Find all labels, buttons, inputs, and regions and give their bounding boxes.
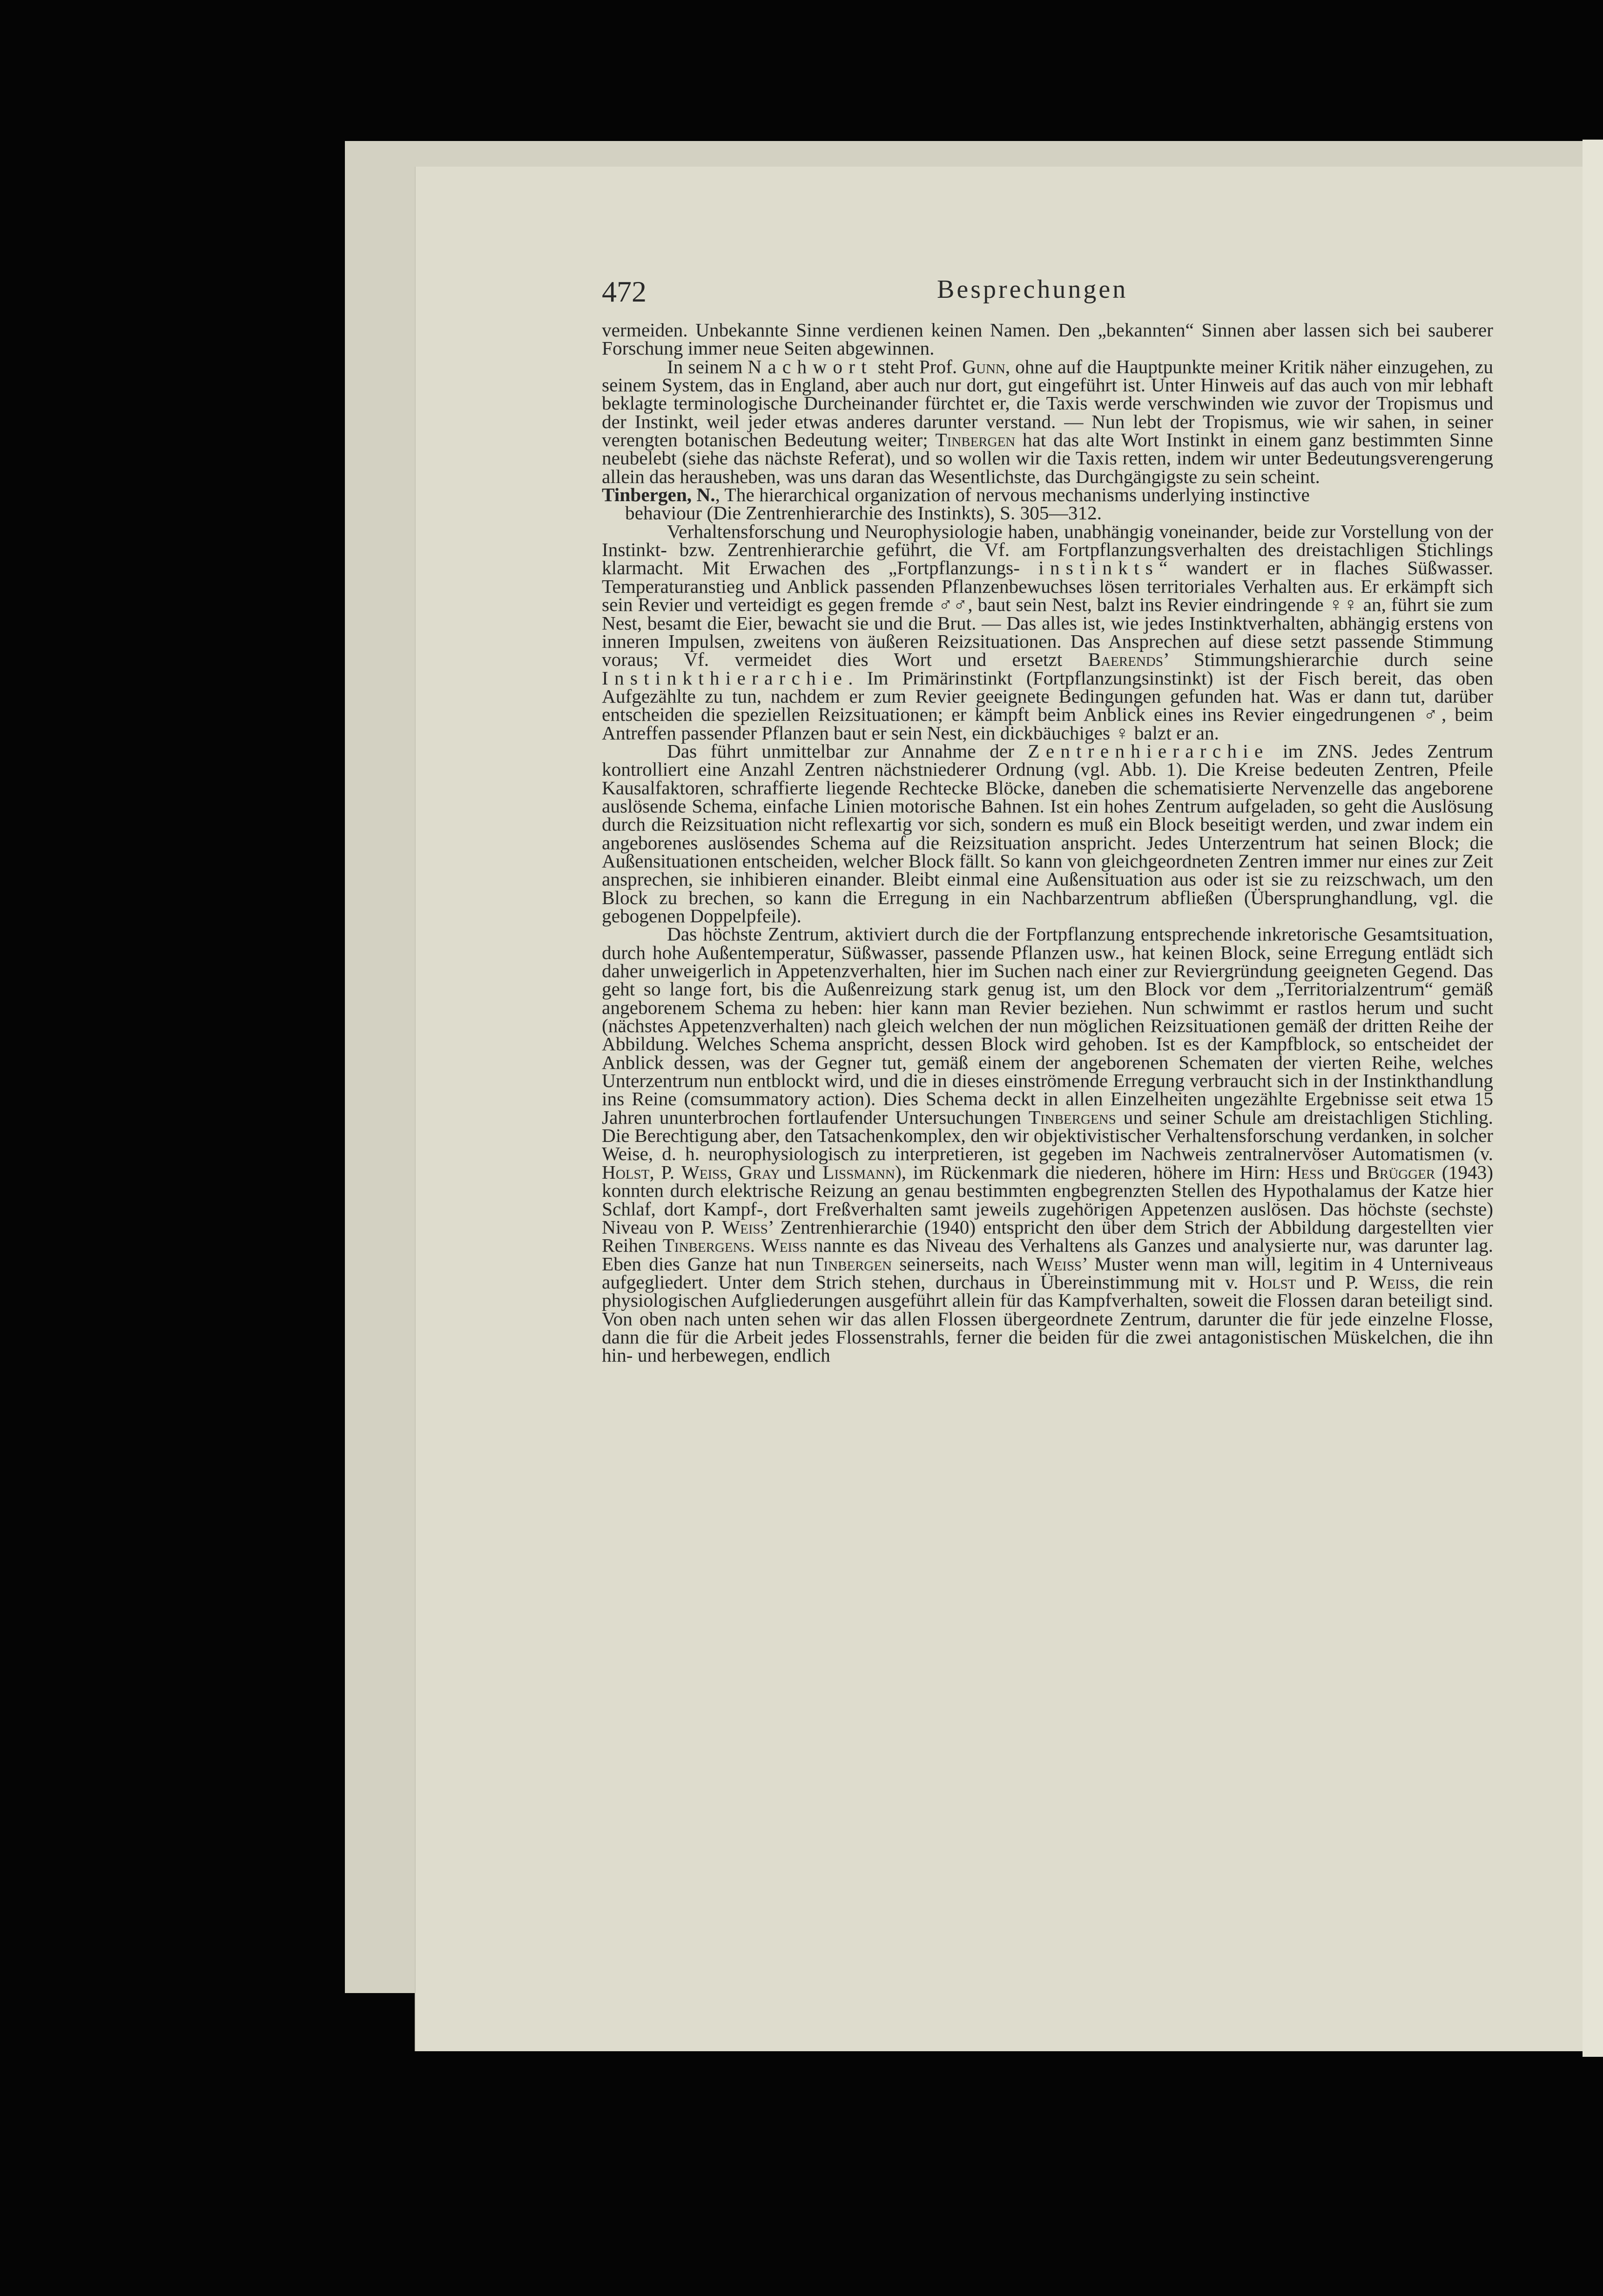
p5-name: Hess	[1287, 1161, 1325, 1183]
paragraph-2	[602, 358, 1493, 486]
p5-text: und	[780, 1161, 823, 1183]
p5-name: Holst	[602, 1161, 650, 1183]
paragraph-4	[602, 742, 1493, 925]
p5-text: .	[750, 1235, 761, 1256]
p5-name: Lissmann	[822, 1161, 895, 1183]
p5-text: ’ Zentrenhierarchie (1940) entspricht den über dem Strich der Abbildung dargestellten vier Reihen	[602, 1216, 1493, 1256]
p3-text-e: ’ Stimmungshierarchie durch seine	[1163, 649, 1493, 671]
p4-spaced-zentrenhierarchie: Zentrenhierarchie	[1028, 740, 1269, 762]
p5-name: Weiss	[722, 1216, 768, 1238]
p5-name: Weiss	[1036, 1253, 1082, 1275]
p5-name: Weiss	[681, 1161, 727, 1183]
page-header	[602, 275, 1542, 312]
p2-text-g: hat das alte Wort Instinkt in einem ganz bestimmten Sinne neubelebt (siehe das nächste Referat), und so wollen wir die Taxis retten, indem wir unter Bedeutungsverengerung allein das herausheben, was uns daran das Wesentlichste, das Durchgängigste zu sein scheint.	[602, 429, 1493, 487]
facing-page-edge	[1583, 140, 1603, 2057]
p5-name: Tinbergens	[662, 1235, 750, 1256]
p5-name: Weiss	[1368, 1271, 1415, 1293]
p5-name: Weiss	[761, 1235, 808, 1256]
p5-text: ’ Muster wenn man will, legitim in 4 Unterniveaus aufgegliedert. Unter dem Strich stehen, durchaus in Übereinstimmung mit v.	[602, 1253, 1493, 1293]
p3-text-c: “ wandert er in flaches Süßwasser. Temperaturanstieg und Anblick passenden Pflanzenbewuchses lösen territoriales Verhalten aus. Er erkämpft sich sein Revier und verteidigt es gegen fremde ♂♂, baut sein Nest, balzt ins Revier eindringende ♀♀ an, führt sie zum Nest, besamt die Eier, bewacht sie und die Brut. — Das alles ist, wie jedes Instinktverhalten, abhängig erstens von inneren Impulsen, zweitens von äußeren Reizsituationen. Das Ansprechen auf diese setzt passende Stimmung voraus; Vf. vermeidet dies Wort und ersetzt	[602, 557, 1494, 671]
paragraph-5	[602, 925, 1493, 1364]
p5-text: und seiner Schule am dreistachligen Stichling. Die Berechtigung aber, den Tatsachenkomplex, den wir objektivistischer Verhaltensforschung verdanken, in solcher Weise, d. h. neurophysiologisch zu interpretieren, ist gegeben im Nachweis zentralnervöser Automatismen (v.	[602, 1106, 1493, 1165]
p5-text: und P.	[1296, 1271, 1369, 1293]
p2-name-gunn: Gunn	[962, 356, 1005, 377]
p2-text-a: In seinem	[667, 356, 748, 377]
paragraph-3	[602, 520, 1494, 744]
paragraph-1-text: vermeiden. Unbekannte Sinne verdienen keinen Namen. Den „bekannten“ Sinnen aber lassen sich bei sauberer Forschung immer neue Seiten abgewinnen.	[602, 319, 1493, 359]
review-entry-heading	[602, 486, 1493, 523]
p5-text-a: Das höchste Zentrum, aktiviert durch die der Fortpflanzung entsprechende inkretorische Gesamtsituation, durch hohe Außentemperatur, Süßwasser, passende Pflanzen usw., hat keinen Block, seine Erregung entlädt sich daher unweigerlich in Appetenzverhalten, hier im Suchen nach einer zur Reviergründung geeigneten Gegend. Das geht so lange fort, bis die Außenreizung stark genug ist, um den Block vor dem „Territorialzentrum“ gemäß angeborenem Schema zu heben: hier kann man Revier beziehen. Nun schwimmt er rastlos herum und sucht (nächstes Appetenzverhalten) nach gleich welchen der nun möglichen Reizsituationen gemäß der dritten Reihe der Abbildung. Welches Schema anspricht, dessen Block wird gehoben. Ist es der Kampfblock, so entscheidet der Anblick dessen, was der Gegner tut, gemäß einem der angeborenen Schematen der vierten Reihe, welches Unterzentrum nun entblockt wird, und die in dieses einströmende Erregung verbraucht sich in der Instinkthandlung ins Reine (comsummatory action). Dies Schema deckt in allen Einzelheiten ungezählte Ergebnisse seit etwa 15 Jahren ununterbrochen fortlaufender Untersuchungen	[602, 923, 1493, 1128]
p5-text: ), im Rückenmark die niederen, höhere im Hirn:	[895, 1161, 1287, 1183]
p3-spaced-instinkthierarchie: Instinkthierarchie	[602, 667, 849, 689]
p3-text-g: . Im Primärinstinkt (Fortpflanzungsinstinkt) ist der Fisch bereit, das oben Aufgezählte zu tun, nachdem er zum Revier geeignete Bedingungen gefunden hat. Was er dann tut, darüber entscheiden die speziellen Reizsituationen; er kämpft beim Anblick eines ins Revier eingedrungenen ♂, beim Antreffen passender Pflanzen baut er sein Nest, ein dickbäuchiges ♀ balzt er an.	[602, 667, 1493, 744]
p5-text: seinerseits, nach	[892, 1253, 1036, 1275]
p3-text-a: Verhaltensforschung und Neurophysiologie haben, unabhängig voneinander, beide zur Vorstellung von der Instinkt- bzw. Zentrenhierarchie geführt, die Vf. am Fortpflanzungsverhalten des dreistachligen Stichlings klarmacht. Mit Erwachen des „Fortpflanzungs-	[602, 520, 1493, 579]
p5-text: (1943) konnten durch elektrische Reizung an genau bestimmten engbegrenzten Stellen des Hypothalamus der Katze hier Schlaf, dort Kampf-, dort Freßverhalten samt jeweils zugehörigen Appetenzen auslösen. Das höchste (sechste) Niveau von P.	[602, 1161, 1494, 1238]
p3-name-baerends: Baerends	[1088, 649, 1163, 671]
p2-spaced-nachwort: Nachwort	[748, 356, 873, 377]
p5-name: Gray	[739, 1161, 780, 1183]
p5-text: ,	[727, 1161, 739, 1183]
running-head: Besprechungen	[937, 275, 1128, 304]
p5-text: , die rein physiologischen Aufgliederungen ausgeführt allein für das Kampfverhalten, soweit die Flossen daran beteiligt sind. Von oben nach unten sehen wir das allen Flossen übergeordnete Zentrum, darunter die für jede einzelne Flosse, dann die für die Arbeit jedes Flossenstrahls, ferner die beiden für die zwei antagonistischen Müskelchen, die ihn hin- und herbewegen, endlich	[602, 1271, 1493, 1366]
p5-name: Holst	[1248, 1271, 1296, 1293]
p5-name: Tinbergen	[812, 1253, 892, 1275]
p2-name-tinbergen: Tinbergen	[935, 429, 1016, 451]
paragraph-1	[602, 321, 1493, 358]
body-text	[602, 321, 1493, 1365]
p5-text: , P.	[649, 1161, 681, 1183]
p2-text-c: steht Prof.	[872, 356, 963, 377]
p5-text: und	[1324, 1161, 1367, 1183]
entry-author: Tinbergen, N.	[602, 484, 715, 506]
p4-text-a: Das führt unmittelbar zur Annahme der	[667, 740, 1028, 762]
p5-name: Brügger	[1367, 1161, 1435, 1183]
entry-title-line1: , The hierarchical organization of nervous mechanisms underlying instinctive	[715, 484, 1310, 506]
page-number: 472	[602, 275, 647, 308]
p5-name: Tinbergens	[1028, 1106, 1116, 1128]
p2-text-e: , ohne auf die Hauptpunkte meiner Kritik näher einzugehen, zu seinem System, das in England, aber auch nur dort, gut eingeführt ist. Unter Hinweis auf das auch von mir lebhaft beklagte terminologische Durcheinander fürchtet er, die Taxis werde verschwinden wie zuvor der Tropismus und der Instinkt, weil jeder etwas anderes darunter verstand. — Nun lebt der Tropismus, wie wir sahen, in seiner verengten botanischen Bedeutung weiter;	[602, 356, 1493, 451]
p3-spaced-instinkts: instinkts	[1038, 557, 1159, 579]
p5-text: nannte es das Niveau des Verhaltens als Ganzes und analysierte nur, was darunter lag. Eben dies Ganze hat nun	[602, 1235, 1493, 1275]
p4-text-c: im ZNS. Jedes Zentrum kontrolliert eine Anzahl Zentren nächstniederer Ordnung (vgl. Abb. 1). Die Kreise bedeuten Zentren, Pfeile Kausalfaktoren, schraffierte liegende Rechtecke Blöcke, daneben die schematisierte Nervenzelle das angeborene auslösende Schema, einfache Linien motorische Bahnen. Ist ein hohes Zentrum aufgeladen, so geht die Auslösung durch die Reizsituation nicht reflexartig vor sich, sondern es muß ein Block beseitigt werden, und zwar indem ein angeborenes auslösendes Schema auf die Reizsituation anspricht. Jedes Unterzentrum hat seinen Block; die Außensituationen entscheiden, welcher Block fällt. So kann von gleichgeordneten Zentren immer nur eines zur Zeit ansprechen, sie inhibieren einander. Bleibt einmal eine Außensituation aus oder ist sie zu reizschwach, um den Block zu brechen, so kann die Erregung in ein Nachbarzentrum abfließen (Übersprunghandlung, vgl. die gebogenen Doppelpfeile).	[602, 740, 1493, 926]
entry-title-line2: behaviour (Die Zentrenhierarchie des Instinkts), S. 305—312.	[625, 502, 1102, 524]
